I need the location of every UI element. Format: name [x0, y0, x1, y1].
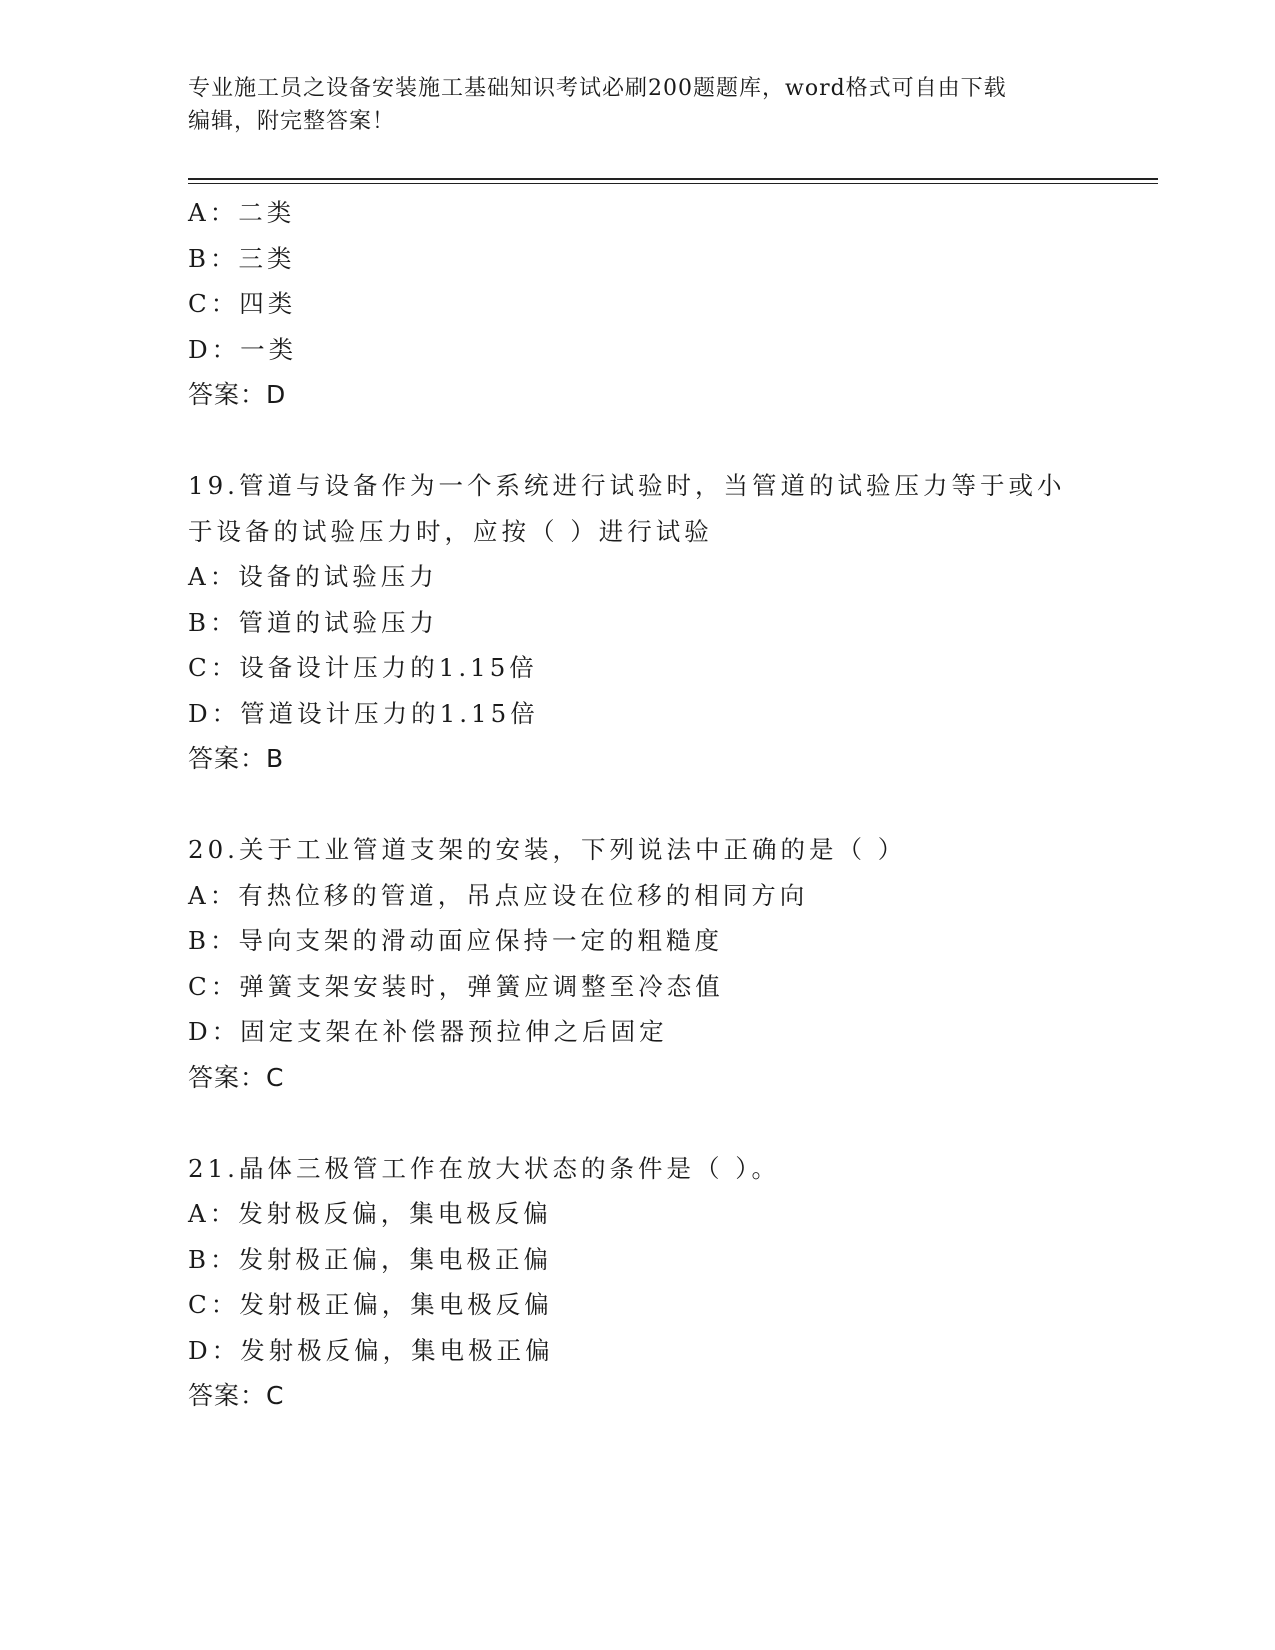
answer: 答案：D [188, 380, 287, 409]
question-stem-line-1: 21.晶体三极管工作在放大状态的条件是（ ）。 [188, 1153, 780, 1183]
question-stem-line-1: 20.关于工业管道支架的安装，下列说法中正确的是（ ） [188, 835, 907, 864]
option-d: D：管道设计压力的1.15倍 [188, 698, 539, 728]
option-b: B：三类 [188, 243, 296, 273]
question-stem-line-1: 19.管道与设备作为一个系统进行试验时，当管道的试验压力等于或小 [188, 471, 1066, 500]
option-c: C：设备设计压力的1.15倍 [188, 653, 538, 682]
option-a: A：设备的试验压力 [188, 562, 438, 591]
option-d: D：发射极反偏，集电极正偏 [188, 1335, 554, 1365]
spacer [188, 1100, 1088, 1146]
option-c: C：四类 [188, 289, 297, 318]
question-stem-line-2: 于设备的试验压力时，应按（ ）进行试验 [188, 516, 713, 546]
option-c: C：发射极正偏，集电极反偏 [188, 1290, 553, 1319]
option-a: A：有热位移的管道，吊点应设在位移的相同方向 [188, 880, 809, 910]
answer: 答案：C [188, 1062, 285, 1092]
option-d: D：固定支架在补偿器预拉伸之后固定 [188, 1017, 668, 1046]
question-19 [188, 463, 1088, 782]
document-header [188, 72, 1088, 138]
option-b: B：导向支架的滑动面应保持一定的粗糙度 [188, 926, 724, 955]
option-a: A：二类 [188, 198, 296, 227]
option-b: B：发射极正偏，集电极正偏 [188, 1244, 553, 1274]
answer: 答案：B [188, 744, 285, 773]
header-line-2: 编辑，附完整答案！ [188, 109, 396, 134]
spacer [188, 782, 1088, 828]
option-b: B：管道的试验压力 [188, 607, 439, 637]
question-18 [188, 190, 1088, 418]
option-d: D：一类 [188, 334, 298, 364]
option-a: A：发射极反偏，集电极反偏 [188, 1199, 552, 1228]
option-c: C：弹簧支架安装时，弹簧应调整至冷态值 [188, 971, 724, 1001]
question-21 [188, 1146, 1088, 1419]
header-divider-thick [188, 178, 1158, 180]
header-divider-thin [188, 183, 1158, 184]
spacer [188, 418, 1088, 464]
answer: 答案：C [188, 1381, 285, 1410]
question-list [188, 190, 1088, 1419]
question-20 [188, 827, 1088, 1100]
header-line-1: 专业施工员之设备安装施工基础知识考试必刷200题题库，word格式可自由下载 [188, 76, 1007, 101]
